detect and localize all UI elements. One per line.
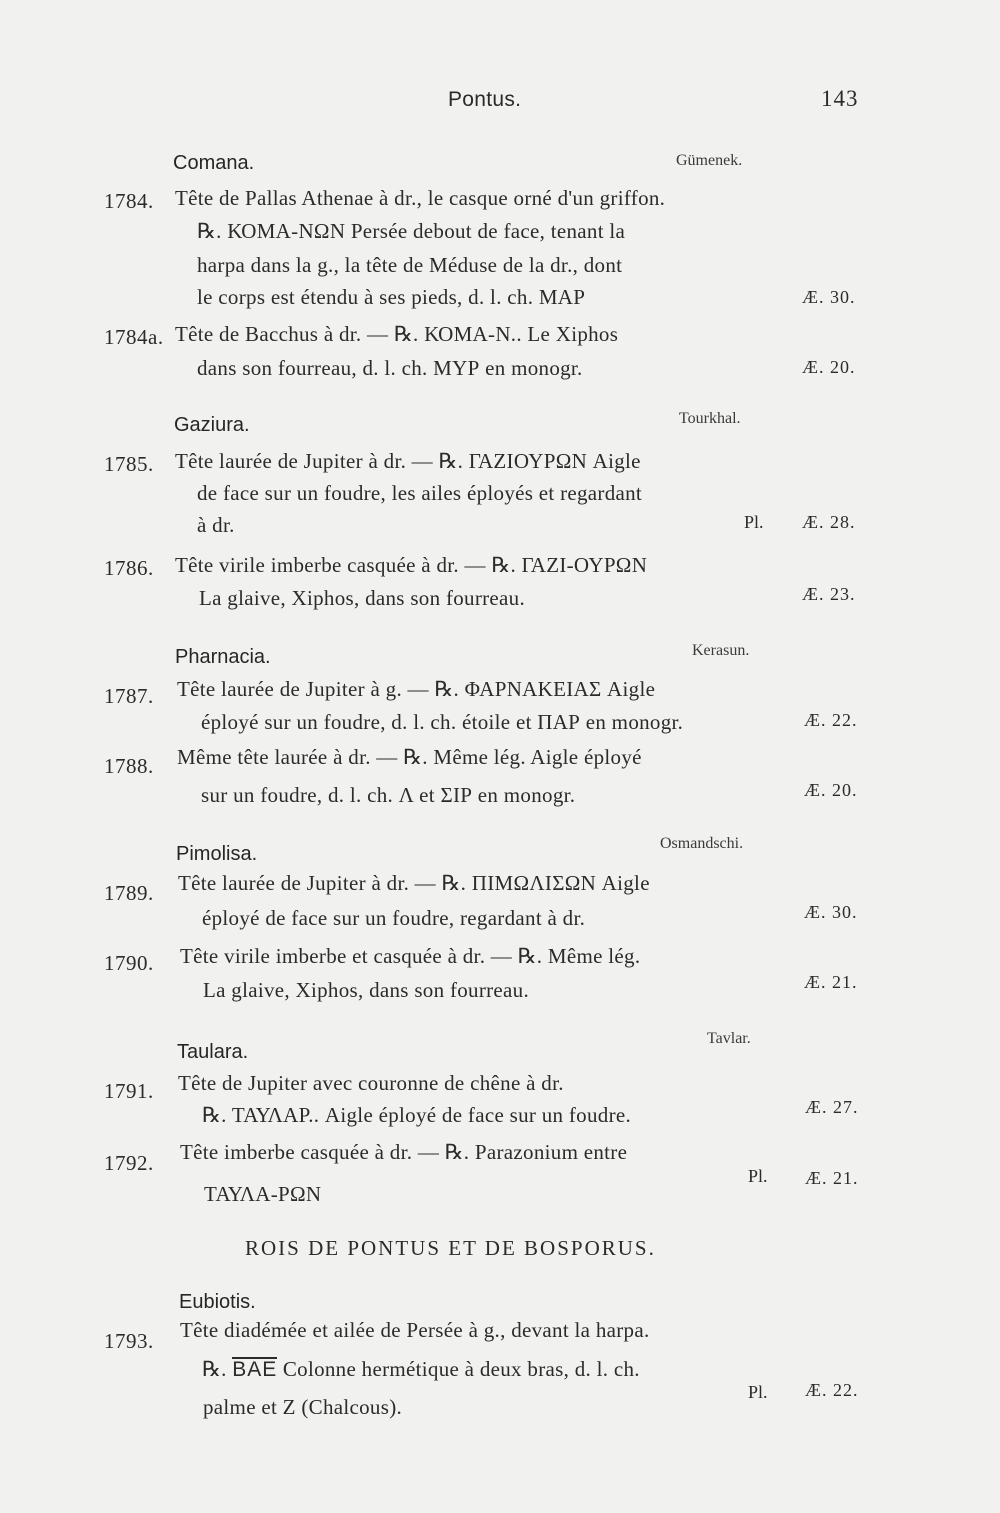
section-place-pimolisa: Osmandschi. bbox=[660, 835, 744, 852]
section-place-comana: Gümenek. bbox=[676, 152, 743, 169]
entry-line: Tête imberbe casquée à dr. — ℞. Parazonium entre bbox=[180, 1140, 628, 1164]
entry-line-monogram bbox=[202, 1357, 640, 1382]
entry-line: Tête laurée de Jupiter à g. — ℞. ΦΑΡΝΑΚΕΙΑΣ Aigle bbox=[177, 677, 656, 701]
entry-line: harpa dans la g., la tête de Méduse de la dr., dont bbox=[197, 253, 623, 277]
entry-number-1791: 1791. bbox=[104, 1079, 154, 1103]
entry-number-1790: 1790. bbox=[104, 951, 154, 975]
entry-value: Æ. 28. bbox=[802, 512, 856, 532]
kings-heading: ROIS DE PONTUS ET DE BOSPORUS. bbox=[245, 1236, 656, 1260]
plate-reference: Pl. bbox=[744, 512, 764, 532]
entry-line: palme et Z (Chalcous). bbox=[203, 1395, 403, 1419]
entry-number-1788: 1788. bbox=[104, 754, 154, 778]
entry-value: Æ. 20. bbox=[804, 780, 858, 800]
section-place-gaziura: Tourkhal. bbox=[679, 410, 741, 427]
entry-line: sur un foudre, d. l. ch. Λ et ΣΙΡ en monogr. bbox=[201, 783, 576, 807]
entry-line: ℞. ΚΟΜΑ-ΝΩΝ Persée debout de face, tenant la bbox=[197, 219, 626, 243]
entry-value: Æ. 22. bbox=[804, 710, 858, 730]
entry-number-1784a: 1784a. bbox=[104, 325, 164, 349]
section-title-comana: Comana. bbox=[173, 152, 255, 174]
entry-line: à dr. bbox=[197, 513, 235, 537]
entry-number-1785: 1785. bbox=[104, 452, 154, 476]
entry-line: La glaive, Xiphos, dans son fourreau. bbox=[203, 978, 530, 1002]
entry-line: Tête diadémée et ailée de Persée à g., devant la harpa. bbox=[180, 1318, 650, 1342]
entry-line: Tête virile imberbe casquée à dr. — ℞. ΓΑΖΙ-ΟΥΡΩΝ bbox=[175, 553, 648, 577]
entry-value: Æ. 22. bbox=[805, 1380, 859, 1400]
entry-value: Æ. 30. bbox=[802, 287, 856, 307]
entry-line: éployé de face sur un foudre, regardant à dr. bbox=[202, 906, 586, 930]
section-title-taulara: Taulara. bbox=[177, 1041, 249, 1063]
entry-value: Æ. 27. bbox=[805, 1097, 859, 1117]
entry-line: Tête de Pallas Athenae à dr., le casque orné d'un griffon. bbox=[175, 186, 666, 210]
section-title-gaziura: Gaziura. bbox=[174, 414, 250, 436]
entry-line: Tête de Bacchus à dr. — ℞. ΚΟΜΑ-Ν.. Le Xiphos bbox=[175, 322, 619, 346]
entry-line: éployé sur un foudre, d. l. ch. étoile et ΠΑΡ en monogr. bbox=[201, 710, 684, 734]
entry-value: Æ. 21. bbox=[804, 972, 858, 992]
page-number: 143 bbox=[821, 86, 859, 111]
plate-reference: Pl. bbox=[748, 1166, 768, 1186]
entry-line: ℞. ΤΑΥΛΑΡ.. Aigle éployé de face sur un foudre. bbox=[202, 1103, 632, 1127]
entry-number-1793: 1793. bbox=[104, 1329, 154, 1353]
section-place-taulara: Tavlar. bbox=[707, 1030, 751, 1047]
entry-line: Tête virile imberbe et casquée à dr. — ℞. Même lég. bbox=[180, 944, 641, 968]
entry-line: Même tête laurée à dr. — ℞. Même lég. Aigle éployé bbox=[177, 745, 642, 769]
entry-line: La glaive, Xiphos, dans son fourreau. bbox=[199, 586, 526, 610]
running-header-title: Pontus. bbox=[448, 88, 522, 111]
entry-line: de face sur un foudre, les ailes éployés et regardant bbox=[197, 481, 643, 505]
section-title-pimolisa: Pimolisa. bbox=[176, 843, 258, 865]
entry-number-1789: 1789. bbox=[104, 881, 154, 905]
entry-line: le corps est étendu à ses pieds, d. l. ch. ΜΑΡ bbox=[197, 285, 586, 309]
plate-reference: Pl. bbox=[748, 1382, 768, 1402]
section-title-eubiotis: Eubiotis. bbox=[179, 1291, 256, 1313]
entry-line: ΤΑΥΛΑ-ΡΩΝ bbox=[204, 1182, 322, 1206]
section-place-pharnacia: Kerasun. bbox=[692, 642, 750, 659]
entry-line: Tête laurée de Jupiter à dr. — ℞. ΠΙΜΩΛΙΣΩΝ Aigle bbox=[178, 871, 650, 895]
entry-value: Æ. 30. bbox=[804, 902, 858, 922]
entry-number-1784: 1784. bbox=[104, 189, 154, 213]
entry-value: Æ. 20. bbox=[802, 357, 856, 377]
section-title-pharnacia: Pharnacia. bbox=[175, 646, 271, 668]
entry-number-1787: 1787. bbox=[104, 684, 154, 708]
entry-value: Æ. 21. bbox=[805, 1168, 859, 1188]
reverse-symbol: ℞. bbox=[202, 1357, 227, 1381]
monogram-bae: ΒΑΕ bbox=[232, 1358, 278, 1381]
entry-line: dans son fourreau, d. l. ch. ΜΥΡ en monogr. bbox=[197, 356, 583, 380]
entry-line: Tête laurée de Jupiter à dr. — ℞. ΓΑΖΙΟΥΡΩΝ Aigle bbox=[175, 449, 641, 473]
entry-number-1786: 1786. bbox=[104, 556, 154, 580]
entry-value: Æ. 23. bbox=[802, 584, 856, 604]
entry-line: Tête de Jupiter avec couronne de chêne à dr. bbox=[178, 1071, 564, 1095]
entry-number-1792: 1792. bbox=[104, 1151, 154, 1175]
line-text: Colonne hermétique à deux bras, d. l. ch. bbox=[282, 1357, 640, 1381]
